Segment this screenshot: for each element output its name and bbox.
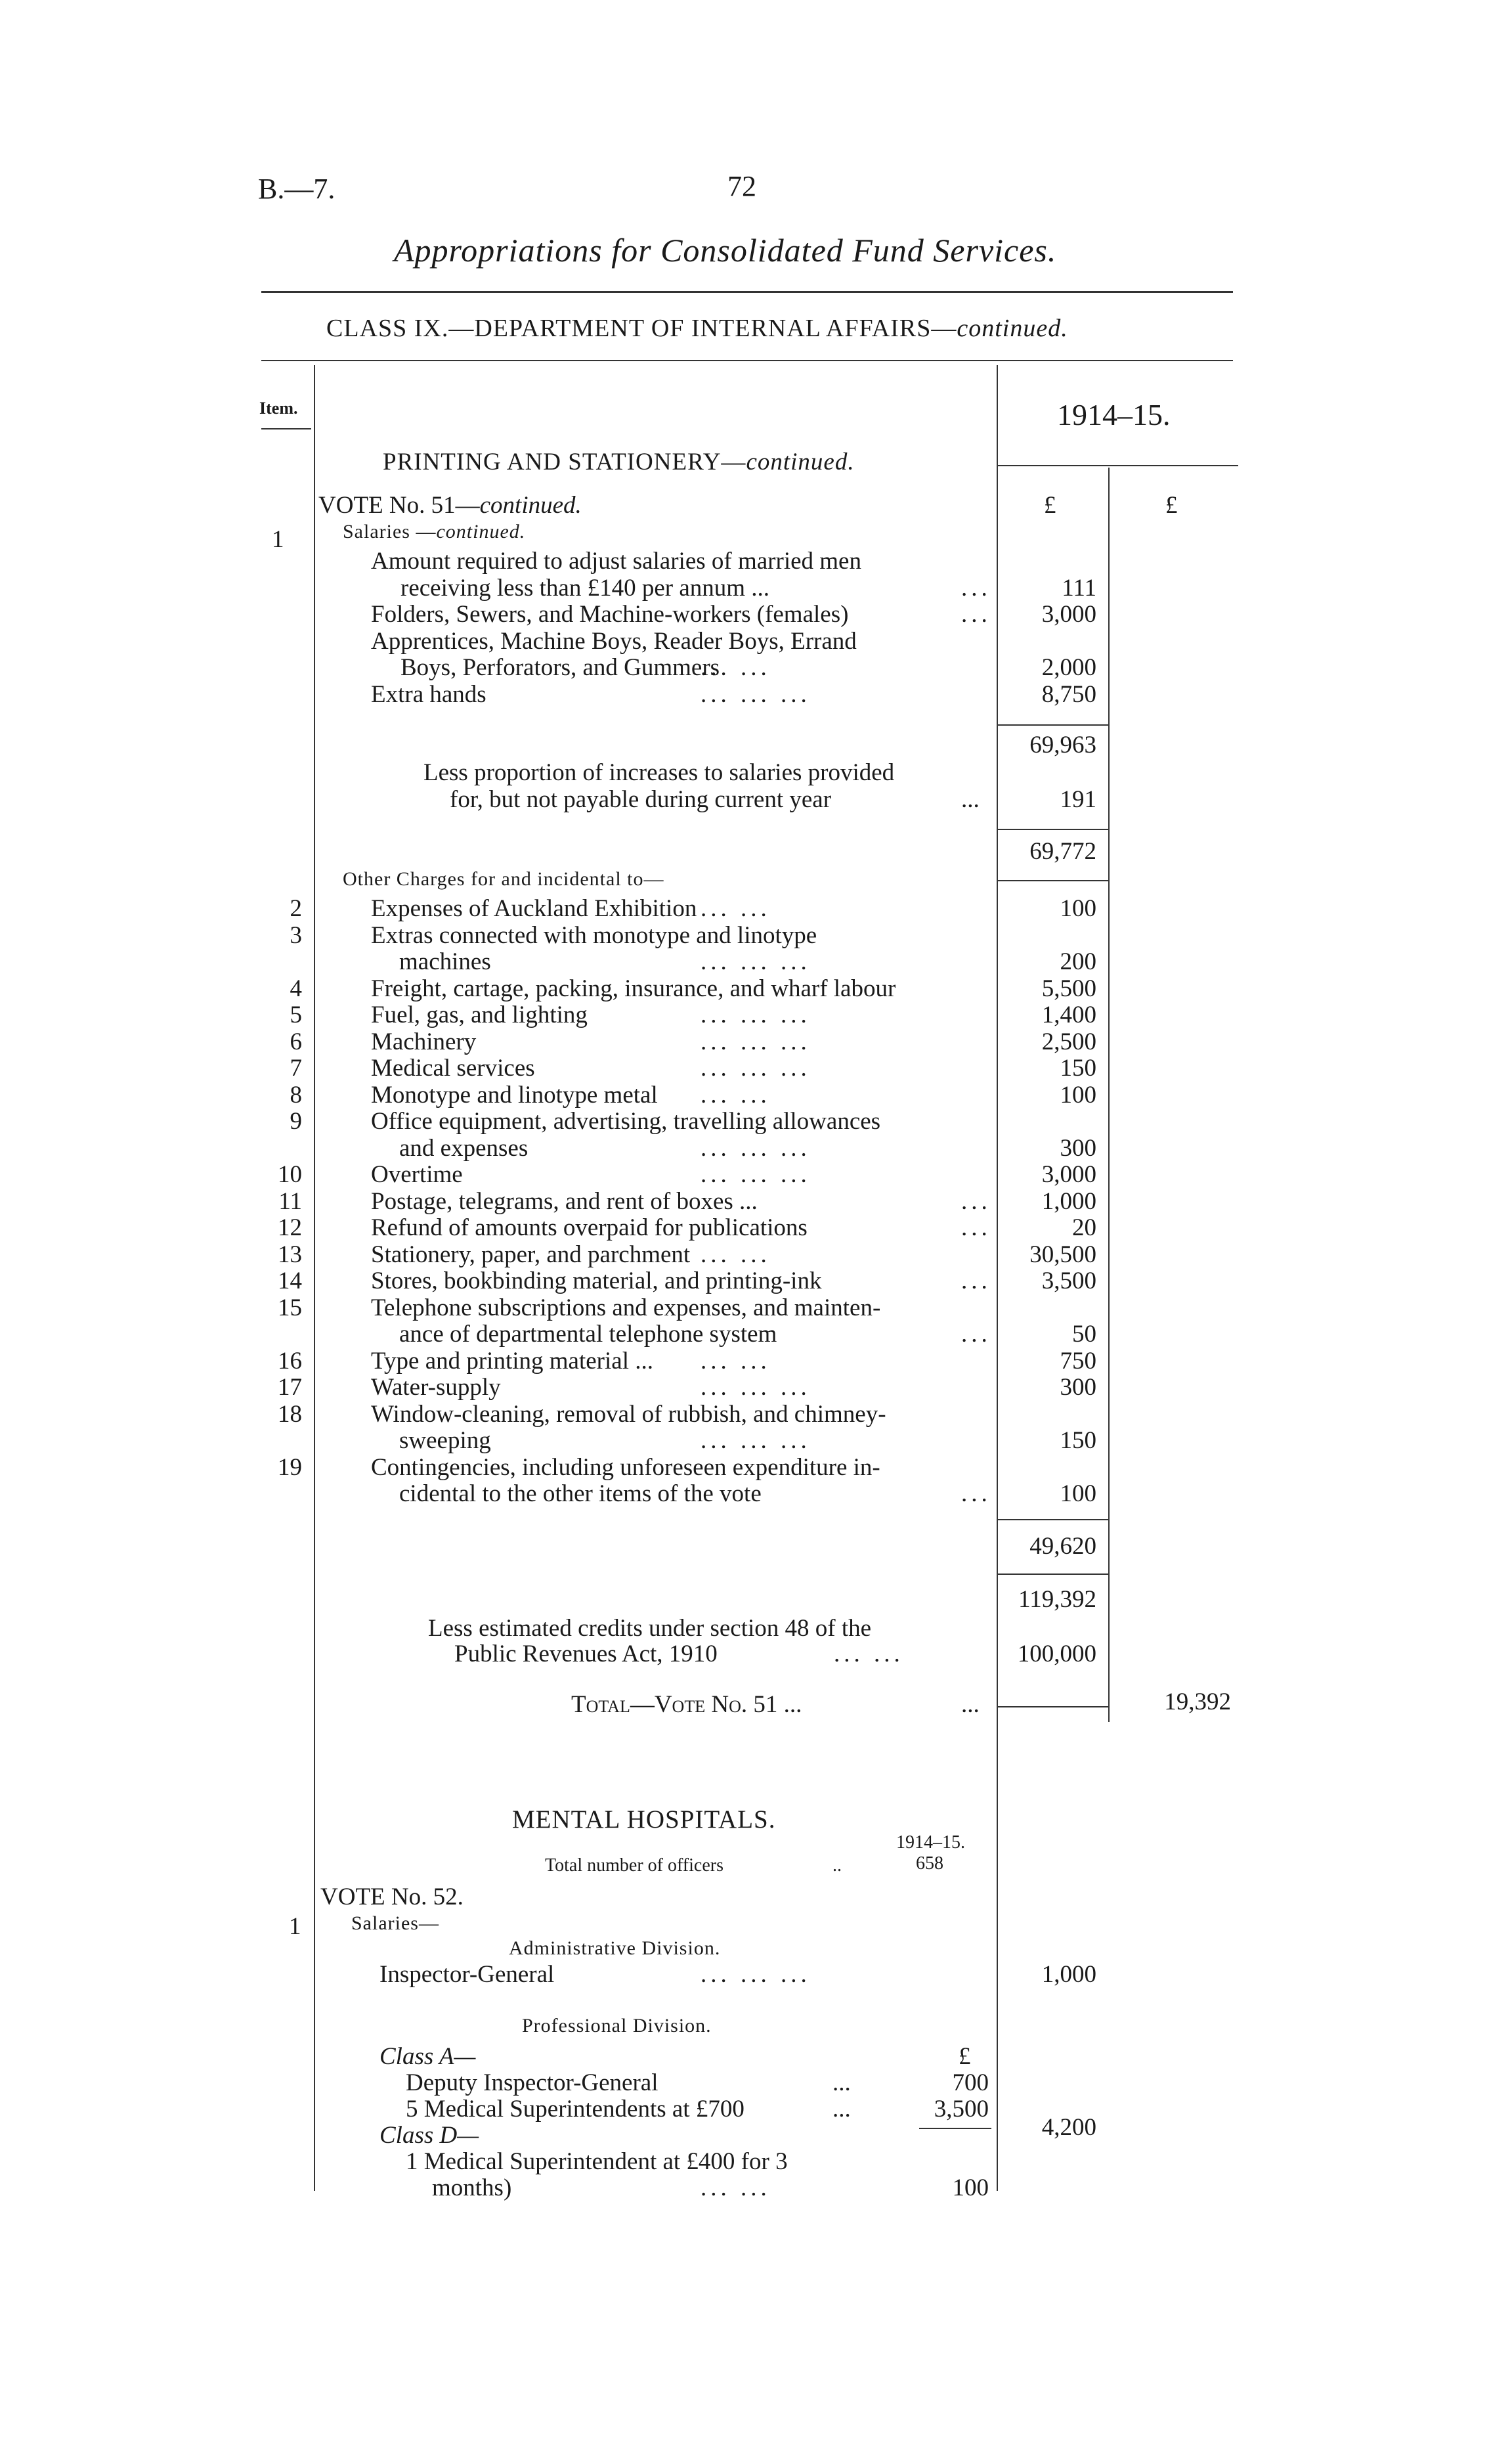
year-head-rule <box>998 465 1238 466</box>
item-number: 2 <box>290 895 302 922</box>
charge-description: Machinery <box>371 1028 477 1055</box>
other-charges-heading: Other Charges for and incidental to— <box>343 868 664 890</box>
salary-line-value: 2,000 <box>1041 654 1096 681</box>
item-number: 12 <box>278 1214 302 1241</box>
credits-line2: Public Revenues Act, 1910 <box>454 1640 718 1667</box>
salary-line: Amount required to adjust salaries of married men <box>371 548 861 575</box>
pound-sign-inner: £ <box>959 2043 971 2070</box>
other-charges-rule <box>998 880 1108 881</box>
charge-dots: ... ... <box>701 895 771 922</box>
charge-dots: ... ... ... <box>701 948 811 975</box>
charge-value: 3,500 <box>1041 1267 1096 1294</box>
item-number: 9 <box>290 1108 302 1135</box>
charge-description: Monotype and linotype metal <box>371 1081 658 1109</box>
subtotal2-rule <box>998 829 1108 830</box>
charge-value: 100 <box>1060 1081 1096 1109</box>
charge-description: Extras connected with monotype and linotype <box>371 921 817 949</box>
gross-total: 119,392 <box>1018 1586 1096 1613</box>
salary-line-value: 3,000 <box>1041 601 1096 628</box>
class-d-dots: ... ... <box>701 2174 771 2201</box>
class-d-heading: Class D— <box>379 2122 479 2149</box>
page-title: Appropriations for Consolidated Fund Services. <box>394 232 1057 269</box>
item-number: 11 <box>278 1187 302 1215</box>
class-a-total: 4,200 <box>1041 2114 1096 2141</box>
charge-dots: ... ... <box>701 1241 771 1268</box>
charge-value: 2,500 <box>1041 1028 1096 1055</box>
deputy-inspector-general: Deputy Inspector-General <box>406 2069 659 2096</box>
charge-dots: ... ... <box>701 1347 771 1375</box>
salaries-item-number: 1 <box>272 526 284 553</box>
salary-line: Apprentices, Machine Boys, Reader Boys, Errand <box>371 627 857 655</box>
mental-salaries-heading: Salaries— <box>351 1912 439 1934</box>
salary-line: Extra hands <box>371 680 486 708</box>
officers-year: 1914–15. <box>896 1832 965 1853</box>
less-proportion-line2: for, but not payable during current year <box>450 786 832 813</box>
deputy-value: 700 <box>952 2069 989 2096</box>
vote-51-total-value: 19,392 <box>1164 1688 1231 1715</box>
charge-dots: ... <box>961 1480 991 1507</box>
charge-description: Office equipment, advertising, travelling allowances <box>371 1108 881 1135</box>
vote-51-heading: VOTE No. 51—continued. <box>318 492 582 519</box>
item-number: 19 <box>278 1453 302 1481</box>
total-rule <box>998 1706 1108 1707</box>
item-head-rule <box>261 428 311 429</box>
salaries-net-subtotal: 69,772 <box>1029 838 1096 865</box>
officers-label: Total number of officers <box>545 1855 724 1876</box>
charge-description: Contingencies, including unforeseen expenditure in- <box>371 1453 880 1481</box>
charge-dots: ... <box>961 1214 991 1241</box>
vote-51-total-label: Total—Vote No. 51 ... <box>571 1691 802 1718</box>
charge-description: Window-cleaning, removal of rubbish, and chimney- <box>371 1400 886 1428</box>
class-a-rule <box>919 2128 991 2129</box>
class-d-line1: 1 Medical Superintendent at £400 for 3 <box>406 2148 788 2175</box>
charge-dots: ... <box>961 1187 991 1215</box>
charge-value: 1,400 <box>1041 1001 1096 1028</box>
printing-section-title: PRINTING AND STATIONERY—continued. <box>383 449 855 475</box>
class-heading: CLASS IX.—DEPARTMENT OF INTERNAL AFFAIRS—continued. <box>326 315 1068 342</box>
item-number: 16 <box>278 1347 302 1375</box>
charge-value: 150 <box>1060 1055 1096 1082</box>
mental-salaries-item-number: 1 <box>289 1913 301 1940</box>
medical-superintendents-dots: ... <box>832 2096 851 2123</box>
salary-line: Boys, Perforators, and Gummers <box>400 654 720 681</box>
vote-52-heading: VOTE No. 52. <box>320 1883 464 1910</box>
item-number: 10 <box>278 1161 302 1188</box>
salary-line-dots: ... ... <box>701 654 771 681</box>
charge-value: 200 <box>1060 948 1096 975</box>
charge-dots: ... ... ... <box>701 1161 811 1188</box>
item-number: 5 <box>290 1001 302 1028</box>
less-proportion-line1: Less proportion of increases to salaries provided <box>423 759 895 786</box>
charge-description: Expenses of Auckland Exhibition <box>371 895 697 922</box>
inner-column-divider <box>1108 468 1110 1722</box>
less-proportion-dots: ... <box>961 786 980 813</box>
administrative-division: Administrative Division. <box>509 1937 721 1959</box>
pound-sign-right: £ <box>1165 492 1178 519</box>
charge-description: Overtime <box>371 1161 463 1188</box>
vote-51-total-dots: ... <box>961 1691 980 1718</box>
item-number: 6 <box>290 1028 302 1055</box>
inspector-general: Inspector-General <box>379 1961 555 1988</box>
mental-section-title: MENTAL HOSPITALS. <box>512 1805 776 1834</box>
item-number: 14 <box>278 1267 302 1294</box>
item-number: 7 <box>290 1055 302 1082</box>
officers-dots: .. <box>832 1855 842 1876</box>
salary-line-value: 111 <box>1062 574 1096 602</box>
charge-dots: ... ... ... <box>701 1001 811 1028</box>
medical-superintendents: 5 Medical Superintendents at £700 <box>406 2096 745 2123</box>
charge-value: 20 <box>1072 1214 1096 1241</box>
charge-value: 30,500 <box>1029 1241 1096 1268</box>
medical-superintendents-value: 3,500 <box>934 2096 989 2123</box>
charge-dots: ... <box>961 1321 991 1348</box>
charge-description: Freight, cartage, packing, insurance, and wharf labour <box>371 975 896 1002</box>
charge-value: 5,500 <box>1041 975 1096 1002</box>
salary-line: Folders, Sewers, and Machine-workers (females) <box>371 601 849 628</box>
charge-dots: ... ... ... <box>701 1427 811 1454</box>
class-a-heading: Class A— <box>379 2043 476 2070</box>
charge-dots: ... ... <box>701 1081 771 1109</box>
charge-description: Stationery, paper, and parchment <box>371 1241 691 1268</box>
charge-dots: ... ... ... <box>701 1055 811 1082</box>
item-number: 3 <box>290 921 302 949</box>
item-number: 13 <box>278 1241 302 1268</box>
credits-line1: Less estimated credits under section 48 of the <box>428 1615 872 1642</box>
charge-value: 300 <box>1060 1134 1096 1162</box>
charge-dots: ... ... ... <box>701 1134 811 1162</box>
charge-description: cidental to the other items of the vote <box>399 1480 762 1507</box>
page-number: 72 <box>727 170 756 202</box>
item-column-divider <box>314 365 315 2191</box>
charge-dots: ... ... ... <box>701 1374 811 1401</box>
charge-value: 50 <box>1072 1321 1096 1348</box>
item-column-label: Item. <box>259 399 298 418</box>
charge-value: 3,000 <box>1041 1161 1096 1188</box>
other-charges-total: 49,620 <box>1029 1533 1096 1560</box>
item-number: 18 <box>278 1400 302 1428</box>
salary-line-value: 8,750 <box>1041 680 1096 708</box>
inspector-general-value: 1,000 <box>1041 1961 1096 1988</box>
charge-description: Telephone subscriptions and expenses, and mainten- <box>371 1294 881 1321</box>
credits-value: 100,000 <box>1017 1640 1096 1667</box>
charge-description: Type and printing material ... <box>371 1347 653 1375</box>
charge-description: Stores, bookbinding material, and printing-ink <box>371 1267 822 1294</box>
table-top-rule <box>261 360 1233 361</box>
salary-line-dots: ... <box>961 601 991 628</box>
charge-dots: ... ... ... <box>701 1028 811 1055</box>
subtotal1-rule <box>998 724 1108 726</box>
charge-description: Refund of amounts overpaid for publications <box>371 1214 808 1241</box>
item-number: 4 <box>290 975 302 1002</box>
charge-value: 750 <box>1060 1347 1096 1375</box>
charge-value: 1,000 <box>1041 1187 1096 1215</box>
other-total-rule <box>998 1519 1108 1520</box>
charge-value: 300 <box>1060 1374 1096 1401</box>
title-rule <box>261 291 1233 293</box>
salary-line-dots: ... ... ... <box>701 680 811 708</box>
credits-dots: ... ... <box>834 1640 904 1667</box>
charge-description: Medical services <box>371 1055 535 1082</box>
salary-line: receiving less than £140 per annum ... <box>400 574 770 602</box>
inspector-general-dots: ... ... ... <box>701 1961 811 1988</box>
class-d-line2: months) <box>432 2174 512 2201</box>
item-number: 17 <box>278 1374 302 1401</box>
item-number: 15 <box>278 1294 302 1321</box>
gross-total-rule <box>998 1574 1108 1575</box>
charge-description: machines <box>399 948 491 975</box>
charge-description: ance of departmental telephone system <box>399 1321 777 1348</box>
charge-dots: ... <box>961 1267 991 1294</box>
officers-count: 658 <box>916 1853 943 1874</box>
salary-line-dots: ... <box>961 574 991 602</box>
less-proportion-value: 191 <box>1060 786 1096 813</box>
charge-description: sweeping <box>399 1427 491 1454</box>
year-heading: 1914–15. <box>1057 398 1171 431</box>
charge-description: Fuel, gas, and lighting <box>371 1001 588 1028</box>
charge-value: 100 <box>1060 895 1096 922</box>
charge-description: Postage, telegrams, and rent of boxes ... <box>371 1187 758 1215</box>
pound-sign-left: £ <box>1044 492 1056 519</box>
item-number: 8 <box>290 1081 302 1109</box>
charge-value: 100 <box>1060 1480 1096 1507</box>
professional-division: Professional Division. <box>522 2015 712 2036</box>
deputy-dots: ... <box>832 2069 851 2096</box>
charge-description: Water-supply <box>371 1374 501 1401</box>
charge-description: and expenses <box>399 1134 529 1162</box>
class-d-value: 100 <box>952 2174 989 2201</box>
charge-value: 150 <box>1060 1427 1096 1454</box>
report-code: B.—7. <box>258 173 335 205</box>
salaries-subtotal: 69,963 <box>1029 732 1096 759</box>
salaries-heading: Salaries —continued. <box>343 521 526 542</box>
